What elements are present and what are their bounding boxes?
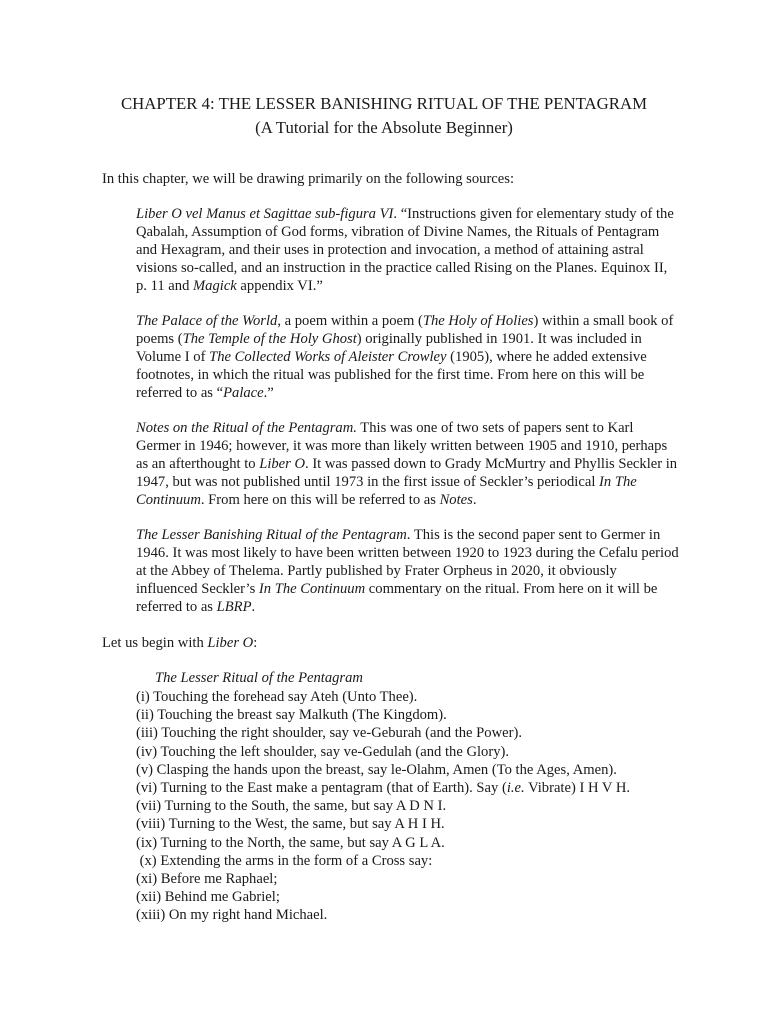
ritual-step <box>136 779 696 797</box>
source-text: . <box>472 492 477 508</box>
source-text: . It was passed down to Grady McMurtry and Phyllis Seckler in 1947, but was not published until 1973 in the first issue of Seckler’s periodical <box>136 456 678 490</box>
ritual-step: (ii) Touching the breast say Malkuth (The Kingdom). <box>136 707 447 724</box>
source-title: The Palace of the World <box>136 313 278 329</box>
source-italic: Palace <box>223 385 264 401</box>
ritual-step: (vii) Turning to the South, the same, but say A D N I. <box>136 798 447 815</box>
source-text: appendix VI.” <box>236 278 323 294</box>
source-italic: In The Continuum <box>136 474 637 508</box>
ritual-step: (xii) Behind me Gabriel; <box>136 889 280 906</box>
source-title: Notes on the Ritual of the Pentagram. <box>136 420 357 436</box>
ritual-step: (viii) Turning to the West, the same, but say A H I H. <box>136 816 445 833</box>
source-italic: The Collected Works of Aleister Crowley <box>209 349 447 365</box>
ritual-step: (v) Clasping the hands upon the breast, say le-Olahm, Amen (To the Ages, Amen). <box>136 761 617 778</box>
source-italic: Magick <box>193 278 237 294</box>
source-text: , a poem within a poem ( <box>277 313 423 329</box>
begin-italic: Liber O <box>207 635 254 651</box>
sources-list <box>136 205 680 633</box>
ritual-step: (x) Extending the arms in the form of a Cross say: <box>136 852 433 869</box>
source-italic: The Holy of Holies <box>422 313 534 329</box>
source-italic: LBRP <box>216 599 252 615</box>
source-text: . From here on this will be referred to as <box>200 492 440 508</box>
step-italic: i.e. <box>506 780 525 797</box>
ritual-title-text: The Lesser Ritual of the Pentagram <box>155 670 363 686</box>
ritual-step: (ix) Turning to the North, the same, but say A G L A. <box>136 834 445 851</box>
source-lbrp <box>136 526 680 616</box>
ritual-title <box>155 669 363 687</box>
source-title: The Lesser Banishing Ritual of the Pentagram <box>136 527 407 543</box>
source-liber-o <box>136 205 680 295</box>
source-text: This was one of two sets of papers sent to Karl Germer in 1946; however, it was more than likely written between 1905 and 1910, perhaps as an afterthought to <box>136 420 668 472</box>
source-text: commentary on the ritual. From here on it will be referred to as <box>136 581 658 615</box>
ritual-step: (i) Touching the forehead say Ateh (Unto Thee). <box>136 689 418 705</box>
chapter-subtitle: (A Tutorial for the Absolute Beginner) <box>255 118 513 137</box>
intro-paragraph: In this chapter, we will be drawing primarily on the following sources: <box>102 171 514 187</box>
source-italic: Liber O <box>259 456 306 472</box>
source-text: . <box>251 599 256 615</box>
ritual-step: (xiii) On my right hand Michael. <box>136 907 328 924</box>
source-italic: Notes <box>439 492 473 508</box>
source-text: . This is the second paper sent to Germer in 1946. It was most likely to have been written between 1920 to 1923 during the Cefalu period at the Abbey of Thelema. Partly published by Frater Orpheus in 2020, it obviously influenced Seckler’s <box>136 527 679 597</box>
begin-paragraph <box>102 634 682 652</box>
begin-end: : <box>253 635 258 651</box>
source-text: ) originally published in 1901. It was included in Volume I of <box>136 331 642 365</box>
step-text: Vibrate) I H V H. <box>524 780 631 797</box>
ritual-step: (iii) Touching the right shoulder, say ve-Geburah (and the Power). <box>136 725 522 742</box>
ritual-step: (xi) Before me Raphael; <box>136 871 278 888</box>
source-title: Liber O vel Manus et Sagittae sub-figura VI <box>136 206 394 222</box>
source-text: ) within a small book of poems ( <box>136 313 674 347</box>
source-text: . “Instructions given for elementary study of the Qabalah, Assumption of God forms, vibration of Divine Names, the Rituals of Pentagram and Hexagram, and their uses in protection and invocation, a method of attaining astral visions so-called, and an instruction in the practice called Rising on the Planes. Equinox II, p. 11 and <box>136 206 674 294</box>
source-text: .” <box>263 385 274 401</box>
begin-text: Let us begin with <box>102 635 208 651</box>
step-text: (vi) Turning to the East make a pentagram (that of Earth). Say ( <box>136 780 507 797</box>
source-palace <box>136 312 680 402</box>
source-notes <box>136 419 680 509</box>
source-italic: In The Continuum <box>258 581 366 597</box>
source-text: (1905), where he added extensive footnotes, in which the ritual was published for the first time. From here on this will be referred to as “ <box>136 349 647 401</box>
chapter-heading <box>0 92 768 140</box>
chapter-title: CHAPTER 4: THE LESSER BANISHING RITUAL OF THE PENTAGRAM <box>120 94 648 113</box>
ritual-step: (iv) Touching the left shoulder, say ve-Gedulah (and the Glory). <box>136 743 509 760</box>
ritual-steps <box>136 688 696 925</box>
source-italic: The Temple of the Holy Ghost <box>182 331 357 347</box>
